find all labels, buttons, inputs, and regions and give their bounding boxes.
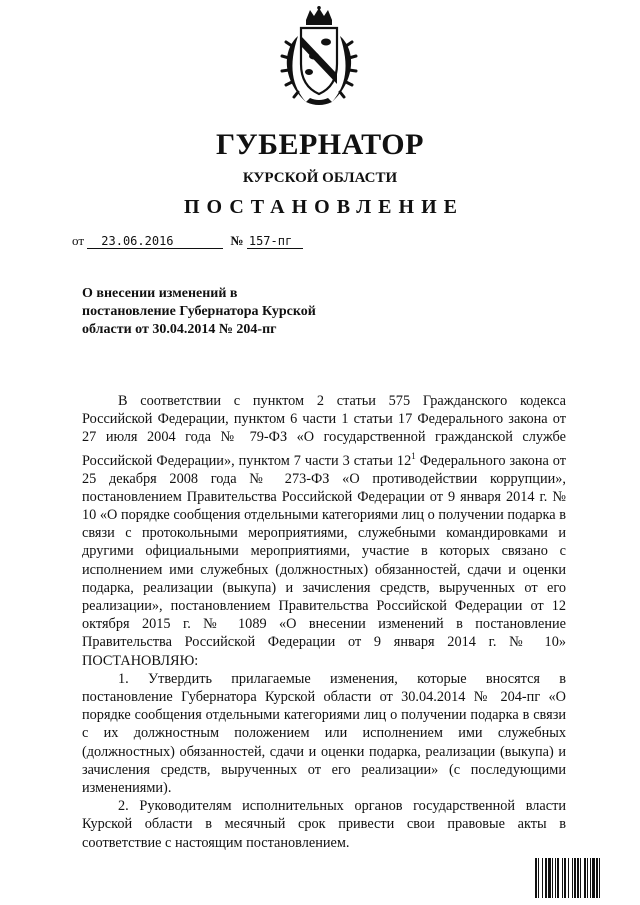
date-prefix: от	[72, 233, 85, 248]
kursk-coat-of-arms-icon	[276, 6, 362, 108]
subject-line: области от 30.04.2014 № 204-пг	[82, 322, 277, 337]
number-sign: №	[230, 233, 244, 248]
document-date: 23.06.2016	[87, 235, 223, 249]
region-title: КУРСКОЙ ОБЛАСТИ	[242, 170, 398, 186]
authority-title: ГУБЕРНАТОР	[216, 128, 424, 161]
body-paragraph: 1. Утвердить прилагаемые изменения, которые вносятся в постановление Губернатора Курской области от 30.04.2014 № 204-пг «О порядке сообщения отдельными категориями лиц о получении подарка в связи с их должностным положением или исполнением ими служебных (должностных) обязанностей, сдачи и оценки подарка, реализации (выкупа) и зачисления средств, вырученных от его реализации» (с последующими изменениями).	[82, 670, 566, 797]
paragraph-text: Федерального закона от 25 декабря 2008 года № 273-ФЗ «О противодействии коррупции», постановлением Правительства Российской Федерации от 9 января 2014 г. № 10 «О порядке сообщения отдельными категориями лиц о получении подарка в связи с протокольными мероприятиями, служебными командировками и другими официальными мероприятиями, участие в которых связано с исполнением ими служебных (должностных) обязанностей, сдачи и оценки подарка, реализации (выкупа) и зачисления средств, вырученных от его реализации», постановлением Правительства Российской Федерации от 12 октября 2015 г. № 1089 «О внесении изменений в постановление Правительства Российской Федерации от 9 января 2014 г. № 10» ПОСТАНОВЛЯЮ:	[82, 452, 566, 669]
document-subject	[82, 285, 382, 339]
barcode-icon	[535, 858, 627, 898]
document-body	[82, 392, 566, 852]
document-number: 157-пг	[247, 235, 303, 249]
superscript: 1	[411, 450, 416, 461]
document-type-title: ПОСТАНОВЛЕНИЕ	[184, 196, 464, 218]
date-number-line	[72, 233, 303, 249]
subject-line: О внесении изменений в	[82, 286, 238, 301]
body-paragraph: 2. Руководителям исполнительных органов государственной власти Курской области в месячный срок привести свои правовые акты в соответствие с настоящим постановлением.	[82, 798, 566, 851]
subject-line: постановление Губернатора Курской	[82, 304, 316, 319]
paragraph-text: В соответствии с пунктом 2 статьи 575 Гражданского кодекса Российской Федерации, пунктом 6 части 1 статьи 17 Федерального закона от 27 июля 2004 года № 79-ФЗ «О государственной гражданской службе Российской Федерации», пунктом 7 части 3 статьи 12	[82, 393, 566, 469]
body-paragraph	[82, 392, 566, 670]
